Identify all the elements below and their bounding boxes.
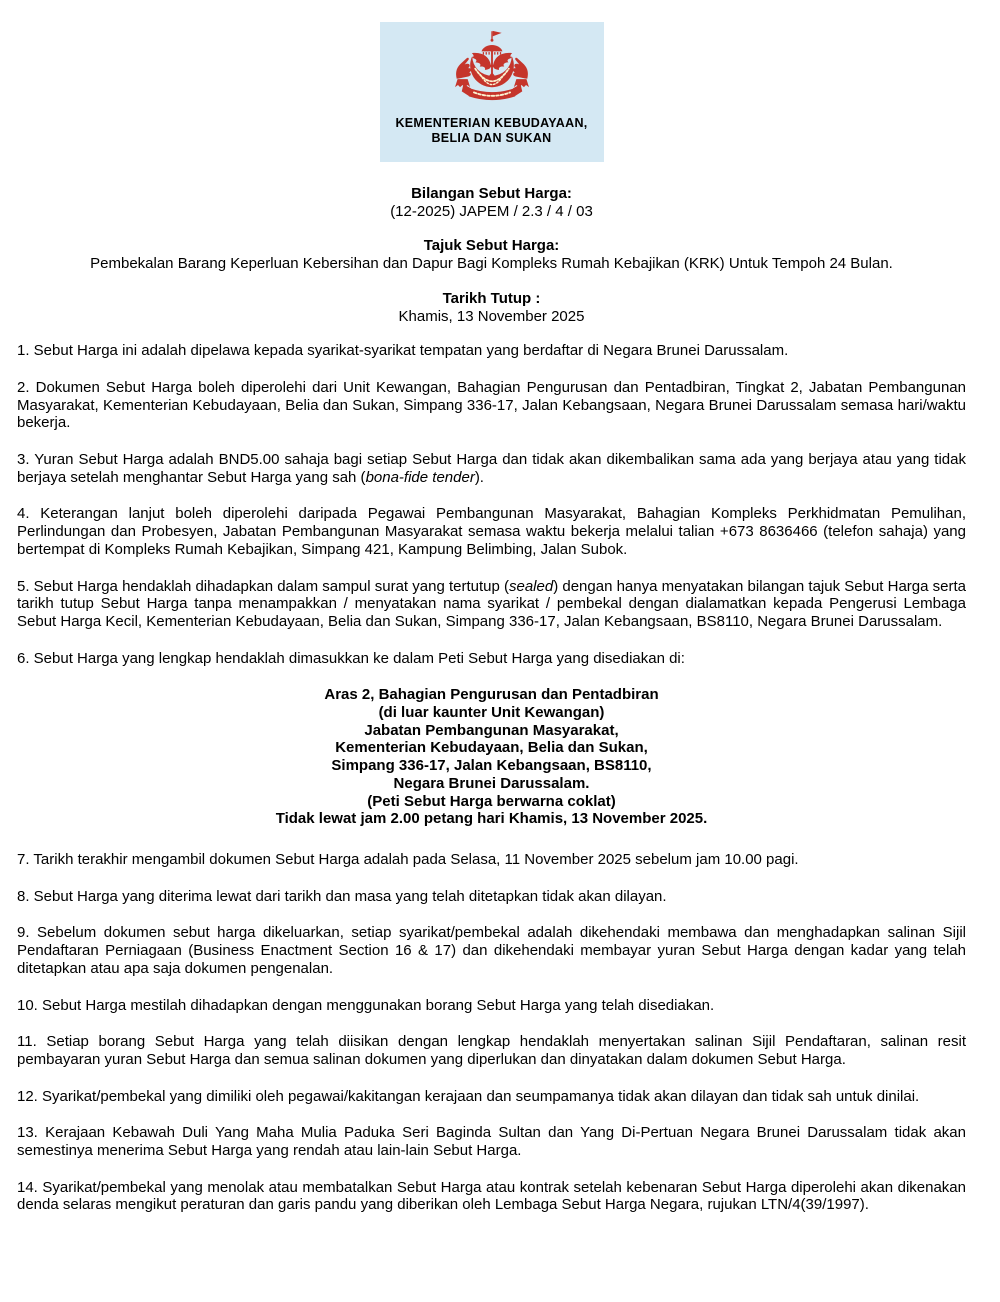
address-line-5: Simpang 336-17, Jalan Kebangsaan, BS8110, [331,757,652,775]
clause-6: 6. Sebut Harga yang lengkap hendaklah dimasukkan ke dalam Peti Sebut Harga yang disediakan di: [17,649,685,667]
closing-date-group [17,290,966,325]
clause-5-text-end: ) dengan hanya menyatakan bilangan tajuk Sebut Harga serta tarikh tutup Sebut Harga tanpa menampakkan / menyatakan nama syarikat / pembekal dengan dialamatkan kepada Pengerusi Lembaga Sebut Harga Kecil, Kementerian Kebudayaan, Belia dan Sukan, Simpang 336-17, Jalan Kebangsaan, BS8110, Negara Brunei Darussalam. [17,577,966,630]
address-line-7: (Peti Sebut Harga berwarna coklat) [367,792,616,810]
clause-3 [17,451,966,486]
brunei-crest-icon [439,30,545,114]
closing-date-label: Tarikh Tutup : [442,289,541,307]
ministry-name-line2: BELIA DAN SUKAN [431,131,552,145]
quotation-title-value: Pembekalan Barang Keperluan Kebersihan dan Dapur Bagi Kompleks Rumah Kebajikan (KRK) Untuk Tempoh 24 Bulan. [90,255,893,273]
closing-date-value: Khamis, 13 November 2025 [398,307,585,325]
quotation-number-label: Bilangan Sebut Harga: [411,185,572,202]
clause-12: 12. Syarikat/pembekal yang dimiliki oleh pegawai/kakitangan kerajaan dan seumpamanya tidak akan dilayan dan tidak sah untuk dinilai. [17,1087,920,1105]
clause-3-text-end: ). [474,468,484,486]
quotation-number-value: (12-2025) JAPEM / 2.3 / 4 / 03 [390,202,593,220]
clause-11: 11. Setiap borang Sebut Harga yang telah diisikan dengan lengkap hendaklah menyertakan salinan Sijil Pendaftaran, salinan resit pembayaran yuran Sebut Harga dan semua salinan dokumen yang diperlukan dan dinyatakan dalam dokumen Sebut Harga. [17,1033,966,1068]
clause-1: 1. Sebut Harga ini adalah dipelawa kepada syarikat-syarikat tempatan yang berdaftar di Negara Brunei Darussalam. [17,342,789,360]
clause-13: 13. Kerajaan Kebawah Duli Yang Maha Mulia Paduka Seri Baginda Sultan dan Yang Di-Pertuan Negara Brunei Darussalam tidak akan semestinya menerima Sebut Harga yang rendah atau lain-lain Sebut Harga. [17,1124,966,1160]
clause-7: 7. Tarikh terakhir mengambil dokumen Sebut Harga adalah pada Selasa, 11 November 2025 sebelum jam 10.00 pagi. [17,850,799,868]
clause-8: 8. Sebut Harga yang diterima lewat dari tarikh dan masa yang telah ditetapkan tidak akan dilayan. [17,887,667,905]
ministry-logo-box [380,22,604,162]
clause-10: 10. Sebut Harga mestilah dihadapkan dengan menggunakan borang Sebut Harga yang telah disediakan. [17,996,715,1014]
quotation-title-label: Tajuk Sebut Harga: [423,237,560,255]
clause-4: 4. Keterangan lanjut boleh diperolehi daripada Pegawai Pembangunan Masyarakat, Bahagian Kompleks Perkhidmatan Pemulihan, Perlindungan dan Probesyen, Jabatan Pembangunan Masyarakat semasa waktu bekerja melalui talian +673 8636466 (telefon sahaja) yang bertempat di Kompleks Rumah Kebajikan, Simpang 421, Kampung Belimbing, Jalan Subok. [17,505,966,558]
address-line-8: Tidak lewat jam 2.00 petang hari Khamis, 13 November 2025. [275,810,708,828]
clause-5-text: 5. Sebut Harga hendaklah dihadapkan dalam sampul surat yang tertutup ( [17,577,509,595]
quotation-number-group [17,185,966,220]
address-line-6: Negara Brunei Darussalam. [393,774,590,792]
clause-14: 14. Syarikat/pembekal yang menolak atau membatalkan Sebut Harga atau kontrak setelah kebenaran Sebut Harga diperolehi akan dikenakan denda selaras mengikut peraturan dan garis pandu yang diberikan oleh Lembaga Sebut Harga Negara, rujukan LTN/4(39/1997). [17,1178,966,1214]
ministry-name-line1: KEMENTERIAN KEBUDAYAAN, [395,116,588,130]
clause-2: 2. Dokumen Sebut Harga boleh diperolehi dari Unit Kewangan, Bahagian Pengurusan dan Pentadbiran, Tingkat 2, Jabatan Pembangunan Masyarakat, Kementerian Kebudayaan, Belia dan Sukan, Simpang 336-17, Jalan Kebangsaan, Negara Brunei Darussalam semasa hari/waktu bekerja. [17,378,966,432]
address-line-1: Aras 2, Bahagian Pengurusan dan Pentadbiran [324,686,659,704]
quotation-title-group [17,237,966,272]
title-block [17,185,966,325]
address-line-3: Jabatan Pembangunan Masyarakat, [364,721,619,739]
address-line-4: Kementerian Kebudayaan, Belia dan Sukan, [335,739,648,757]
clause-3-text: 3. Yuran Sebut Harga adalah BND5.00 sahaja bagi setiap Sebut Harga dan tidak akan dikembalikan sama ada yang berjaya atau yang tidak berjaya setelah menghantar Sebut Harga yang sah ( [17,451,966,486]
clause-5 [17,578,966,631]
address-line-2: (di luar kaunter Unit Kewangan) [378,704,605,722]
tender-box-address [17,686,966,828]
clause-9: 9. Sebelum dokumen sebut harga dikeluarkan, setiap syarikat/pembekal adalah dikehendaki membawa dan menghadapkan salinan Sijil Pendaftaran Perniagaan (Business Enactment Section 16 & 17) dan dikehendaki membayar yuran Sebut Harga dengan kadar yang telah ditetapkan atau apa saja dokumen pengenalan. [17,924,966,977]
ministry-name [395,116,587,146]
clause-5-italic: sealed [509,577,554,595]
clause-3-italic: bona-fide tender [365,468,475,486]
